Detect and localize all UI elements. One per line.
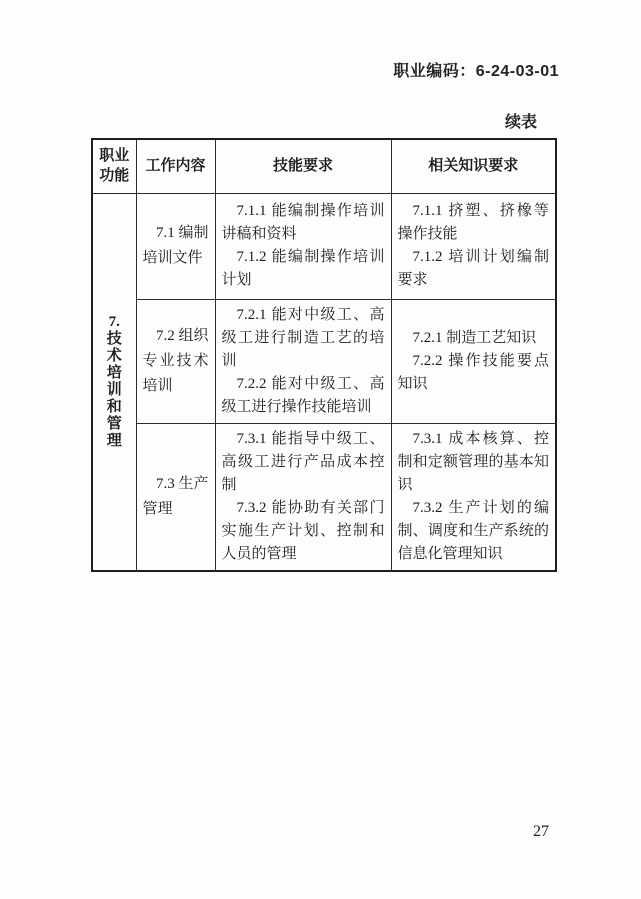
occupational-standard-table: [91, 138, 557, 572]
page-number: 27: [533, 823, 549, 840]
col-header-knowledge-requirements: 相关知识要求: [391, 139, 556, 193]
work-content-cell: [136, 193, 215, 299]
table-row: [92, 193, 556, 299]
work-content-cell: [136, 423, 215, 571]
skill-item: 7.2.1 能对中级工、高级工进行制造工艺的培训: [221, 306, 385, 369]
col-header-function: 职业功能: [92, 139, 136, 193]
skill-cell: [215, 299, 391, 423]
col-header-skill-requirements: 技能要求: [215, 139, 391, 193]
knowledge-item: 7.1.1 挤塑、挤橡等操作技能: [397, 203, 549, 242]
table-row: [92, 299, 556, 423]
work-content-text: 7.3 生产管理: [142, 475, 209, 517]
skill-item: 7.1.2 能编制操作培训计划: [221, 249, 385, 288]
function-group-name: 技术培训和管理: [106, 330, 122, 449]
skill-item: 7.3.2 能协助有关部门实施生产计划、控制和人员的管理: [221, 499, 385, 562]
occupation-code: 职业编码：6-24-03-01: [393, 63, 559, 80]
col-header-work-content: 工作内容: [136, 139, 215, 193]
knowledge-item: 7.2.2 操作技能要点知识: [397, 352, 549, 392]
continued-table-label: 续表: [504, 114, 537, 131]
knowledge-item: 7.1.2 培训计划编制要求: [397, 249, 549, 288]
work-content-cell: [136, 299, 215, 423]
knowledge-item: 7.3.1 成本核算、控制和定额管理的基本知识: [397, 430, 549, 493]
work-content-text: 7.1 编制培训文件: [142, 225, 209, 266]
knowledge-cell: [391, 193, 556, 299]
skill-item: 7.3.1 能指导中级工、高级工进行产品成本控制: [221, 430, 385, 493]
table-row: [92, 423, 556, 571]
skill-cell: [215, 423, 391, 571]
skill-item: 7.1.1 能编制操作培训讲稿和资料: [221, 203, 385, 242]
function-group-cell: [92, 193, 136, 571]
function-group-number: 7.: [108, 313, 120, 330]
knowledge-cell: [391, 299, 556, 423]
knowledge-item: 7.3.2 生产计划的编制、调度和生产系统的信息化管理知识: [397, 499, 549, 562]
skill-item: 7.2.2 能对中级工、高级工进行操作技能培训: [221, 375, 385, 415]
knowledge-item: 7.2.1 制造工艺知识: [412, 329, 537, 346]
skill-cell: [215, 193, 391, 299]
work-content-text: 7.2 组织专业技术培训: [142, 327, 209, 394]
table-header-row: [92, 139, 556, 193]
knowledge-cell: [391, 423, 556, 571]
